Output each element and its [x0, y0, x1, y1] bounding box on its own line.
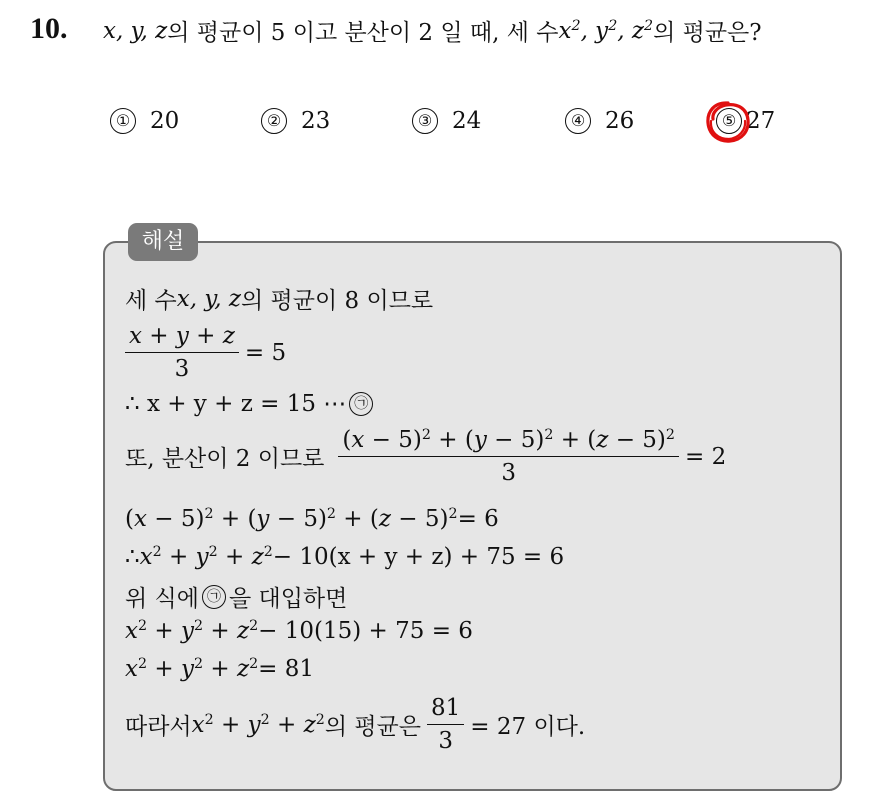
- solution-line-8: [125, 618, 473, 644]
- equation-mark: ㉠: [349, 392, 373, 416]
- expression: $x^2 + y^2 + z^2$: [139, 544, 273, 570]
- text: = 27 이다.: [470, 714, 586, 740]
- equation-rest: − 10(15) + 75 = 6: [258, 618, 473, 644]
- choice-value: 24: [452, 108, 482, 134]
- equation: ∴ x + y + z = 15 ⋯: [125, 391, 347, 417]
- equation-mark: ㉠: [202, 585, 226, 609]
- choice-4[interactable]: [565, 108, 634, 134]
- choice-number: ①: [110, 108, 136, 134]
- choice-value: 26: [605, 108, 635, 134]
- denominator: 3: [174, 356, 190, 382]
- question-part-1: 의 평균이 5 이고 분산이 2 일 때, 세 수: [167, 20, 559, 46]
- equation-rest: = 81: [258, 656, 315, 682]
- denominator: 3: [501, 460, 517, 486]
- choice-number: ⑤: [716, 108, 742, 134]
- solution-line-2: [119, 323, 286, 382]
- expression: $x^2 + y^2 + z^2$: [125, 656, 259, 682]
- text: 따라서: [125, 714, 192, 740]
- choice-number: ③: [412, 108, 438, 134]
- fraction: [427, 695, 464, 754]
- variables: x, y, z: [103, 17, 168, 44]
- numerator: 81: [427, 695, 464, 725]
- expression: $(x - 5)^2 + (y - 5)^2 + (z - 5)^2$: [125, 506, 458, 532]
- choice-value: 27: [746, 108, 776, 134]
- solution-line-4: [125, 427, 726, 486]
- solution-line-7: [125, 580, 347, 613]
- solution-line-5: [125, 506, 499, 532]
- therefore: ∴: [125, 544, 140, 570]
- solution-line-1: [125, 282, 433, 315]
- rhs: = 5: [244, 339, 287, 366]
- choice-3[interactable]: [412, 108, 481, 134]
- question-text: [103, 14, 762, 47]
- problem-number: 10.: [30, 12, 68, 45]
- numerator: x + y + z: [125, 323, 239, 353]
- text: 세 수: [125, 288, 177, 314]
- fraction: [125, 323, 239, 382]
- solution-line-10: [125, 695, 585, 754]
- fraction: [338, 427, 679, 486]
- solution-line-9: [125, 656, 314, 682]
- solution-line-3: [125, 391, 376, 417]
- choice-number: ②: [261, 108, 287, 134]
- text: 의 평균이 8 이므로: [241, 288, 434, 314]
- choice-5[interactable]: [716, 108, 775, 134]
- rhs: = 6: [457, 506, 499, 532]
- expression: $x^2 + y^2 + z^2$: [125, 618, 259, 644]
- denominator: 3: [438, 728, 453, 754]
- variables: x, y, z: [176, 285, 242, 312]
- choice-1[interactable]: [110, 108, 179, 134]
- choice-value: 20: [150, 108, 180, 134]
- choice-number: ④: [565, 108, 591, 134]
- expression: $x^2 + y^2 + z^2$: [191, 711, 325, 738]
- rhs: = 2: [684, 443, 727, 470]
- squared-terms: $x^2$, $y^2$, $z^2$: [558, 17, 654, 44]
- equation-rest: − 10(x + y + z) + 75 = 6: [272, 544, 565, 570]
- question-part-2: 의 평균은?: [653, 20, 762, 46]
- choice-value: 23: [301, 108, 331, 134]
- choice-2[interactable]: [261, 108, 330, 134]
- solution-line-6: [125, 544, 564, 570]
- text: 또, 분산이 2 이므로: [125, 446, 325, 472]
- text: 을 대입하면: [228, 586, 348, 612]
- text: 의 평균은: [324, 714, 421, 740]
- text: 위 식에: [125, 586, 199, 612]
- numerator: $(x - 5)^2 + (y - 5)^2 + (z - 5)^2$: [338, 427, 679, 457]
- explanation-label: 해설: [128, 223, 198, 261]
